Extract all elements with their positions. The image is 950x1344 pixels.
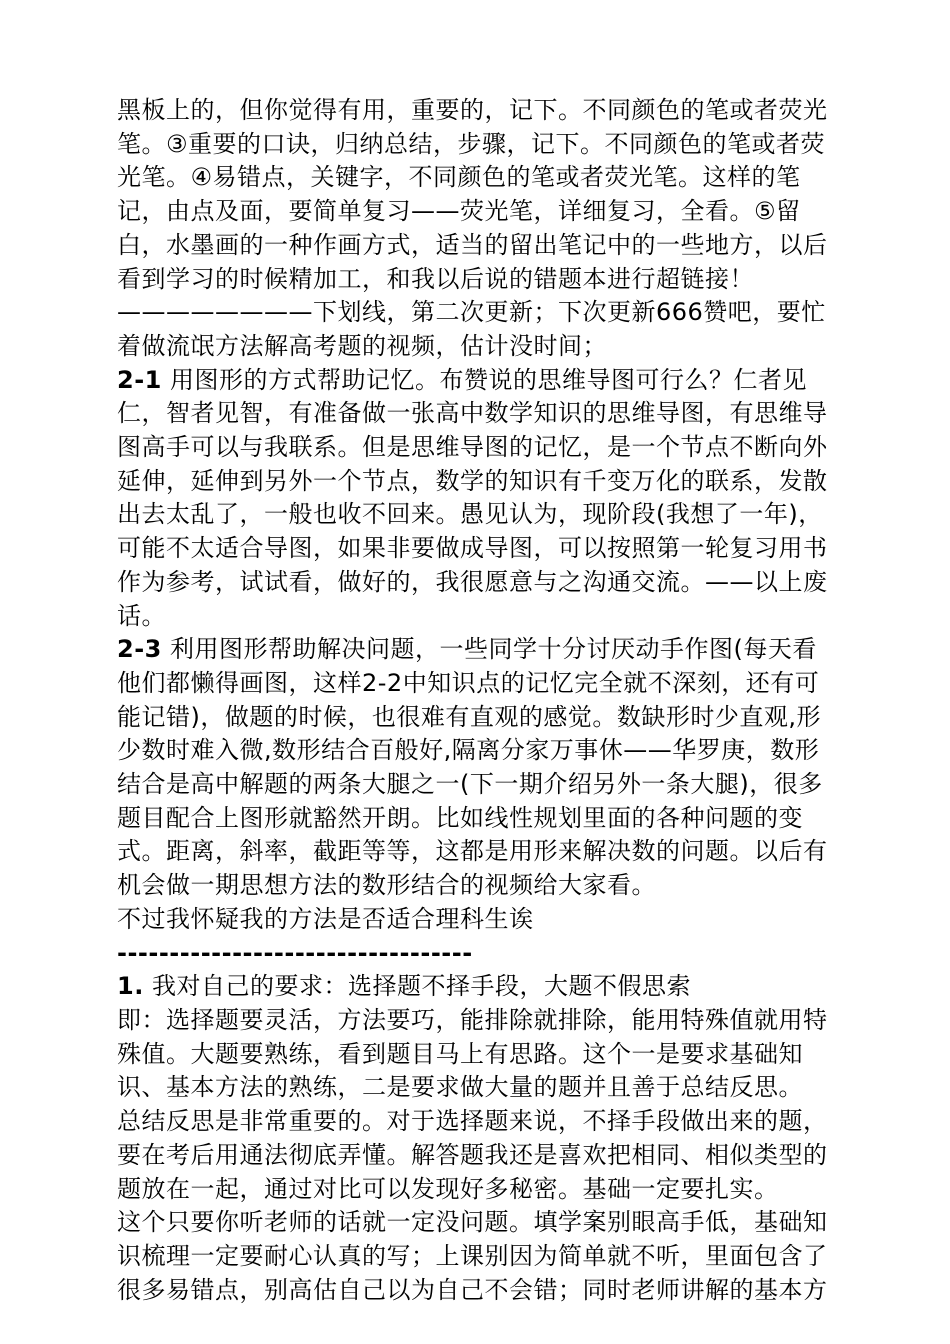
section-number: 2-1 [117, 365, 162, 394]
section-number: 1. [117, 972, 144, 1001]
paragraph-self-requirement [117, 970, 837, 1004]
paragraph-reflection [117, 1105, 837, 1206]
paragraph-text: 这个只要你听老师的话就一定没问题。填学案别眼高手低，基础知识梳理一定要耐心认真的写；上课别因为简单就不听，里面包含了很多易错点，别高估自己以为自己不会错；同时老师讲解的基本方 [117, 1208, 828, 1304]
divider-text: ---------------------------------- [117, 938, 473, 967]
paragraph-teacher-advice [117, 1206, 837, 1307]
paragraph-text: 黑板上的，但你觉得有用，重要的，记下。不同颜色的笔或者荧光笔。③重要的口诀，归纳总结，步骤，记下。不同颜色的笔或者荧光笔。④易错点，关键字，不同颜色的笔或者荧光笔。这样的笔记，由点及面，要简单复习——荧光笔，详细复习，全看。⑤留白，水墨画的一种作画方式，适当的留出笔记中的一些地方，以后看到学习的时候精加工，和我以后说的错题本进行超链接！ [117, 96, 828, 293]
paragraph-text: 即：选择题要灵活，方法要巧，能排除就排除，能用特殊值就用特殊值。大题要熟练，看到题目马上有思路。这个一是要求基础知识、基本方法的熟练，二是要求做大量的题并且善于总结反思。 [117, 1005, 828, 1102]
paragraph-text: 我对自己的要求：选择题不择手段，大题不假思索 [143, 972, 691, 1001]
section-number: 2-3 [117, 635, 162, 664]
paragraph-explanation [117, 1004, 837, 1105]
paragraph-text: ————————下划线，第二次更新；下次更新666赞吧，要忙着做流氓方法解高考题的视频，估计没时间； [117, 298, 826, 360]
paragraph-text: 总结反思是非常重要的。对于选择题来说，不择手段做出来的题，要在考后用通法彻底弄懂。解答题我还是喜欢把相同、相似类型的题放在一起，通过对比可以发现好多秘密。基础一定要扎实。 [117, 1107, 828, 1203]
paragraph-2-3 [117, 633, 837, 903]
section-divider [117, 937, 837, 971]
paragraph-2-1 [117, 364, 837, 634]
paragraph-doubt [117, 903, 837, 937]
paragraph-text: 不过我怀疑我的方法是否适合理科生诶 [117, 904, 534, 933]
document-page [117, 94, 837, 1307]
paragraph-text: 利用图形帮助解决问题，一些同学十分讨厌动手作图(每天看他们都懒得画图，这样2-2中知识点的记忆完全就不深刻，还有可能记错)，做题的时候，也很难有直观的感觉。数缺形时少直观,形少数时难入微,数形结合百般好,隔离分家万事休——华罗庚，数形结合是高中解题的两条大腿之一(下一期介绍另外一条大腿)，很多题目配合上图形就豁然开朗。比如线性规划里面的各种问题的变式。距离，斜率，截距等等，这都是用形来解决数的问题。以后有机会做一期思想方法的数形结合的视频给大家看。 [117, 635, 828, 900]
paragraph-update-note [117, 296, 837, 363]
paragraph-text: 用图形的方式帮助记忆。布赞说的思维导图可行么？仁者见仁，智者见智，有准备做一张高中数学知识的思维导图，有思维导图高手可以与我联系。但是思维导图的记忆，是一个节点不断向外延伸，延伸到另外一个节点，数学的知识有千变万化的联系，发散出去太乱了，一般也收不回来。愚见认为，现阶段(我想了一年)，可能不太适合导图，如果非要做成导图，可以按照第一轮复习用书作为参考，试试看，做好的，我很愿意与之沟通交流。——以上废话。 [117, 365, 828, 630]
paragraph-note-taking [117, 94, 837, 296]
